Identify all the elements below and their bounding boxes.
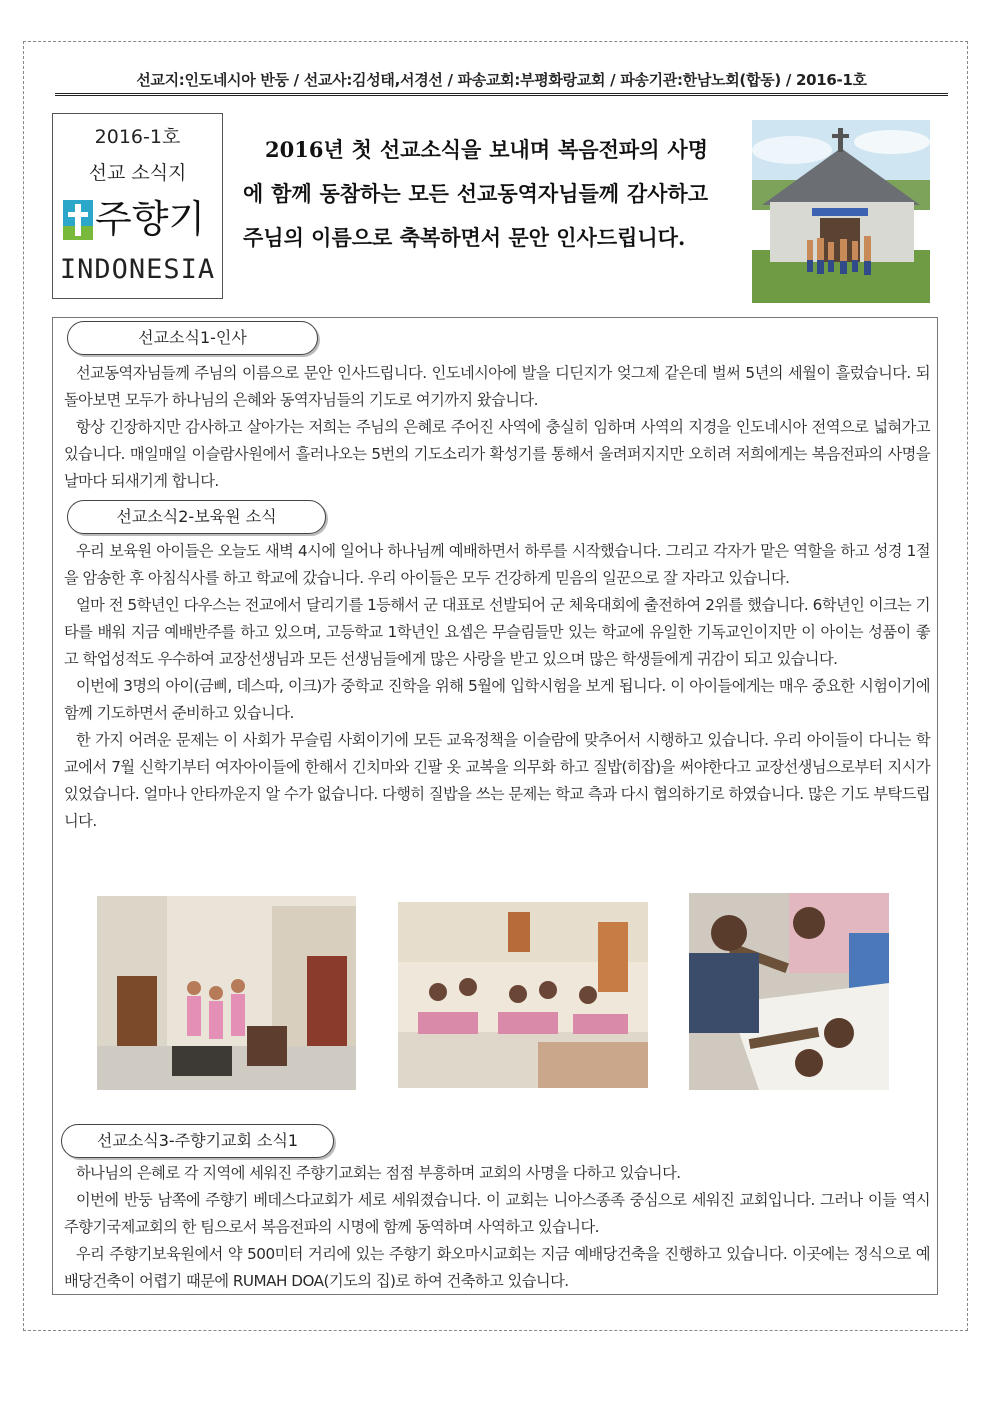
paragraph: 한 가지 어려운 문제는 이 사회가 무슬림 사회이기에 모든 교육정책을 이슬람에 맞추어서 시행하고 있습니다. 우리 아이들이 다니는 학교에서 7월 신학기부터 여자아이들에 한해서 긴치마와 긴팔 옷 교복을 의무화 하고 질밥(히잡)을 써야한다고 교장선생님으로부터 지시가 있었습니다. 얼마나 안타까운지 알 수가 없습니다. 다행히 질밥을 쓰는 문제는 학교 측과 다시 협의하기로 하였습니다. 많은 기도 부탁드립니다. <box>64 731 930 830</box>
newsletter-header: 선교지:인도네시아 반둥 / 선교사:김성태,서경선 / 파송교회:부평화랑교회 / 파송기관:한남노회(합동) / 2016-1호 <box>55 66 948 96</box>
paragraph: 우리 보육원 아이들은 오늘도 새벽 4시에 일어나 하나님께 예배하면서 하루를 시작했습니다. 그리고 각자가 맡은 역할을 하고 성경 1절을 암송한 후 아침식사를 하고 학교에 갔습니다. 우리 아이들은 모두 건강하게 믿음의 일꾼으로 잘 자라고 있습니다. <box>64 542 930 587</box>
orphanage-worship-photo <box>97 896 356 1090</box>
section-3-body <box>64 1160 930 1295</box>
paragraph: 선교동역자님들께 주님의 이름으로 문안 인사드립니다. 인도네시아에 발을 디딘지가 엊그제 같은데 벌써 5년의 세월이 흘렀습니다. 되돌아보면 모두가 하나님의 은혜와 동역자님들의 기도로 여기까지 왔습니다. <box>64 364 930 409</box>
issue-number: 2016-1호 <box>94 126 181 148</box>
country-label: INDONESIA <box>59 254 216 285</box>
church-photo <box>752 120 930 303</box>
paragraph: 이번에 반둥 남쪽에 주향기 베데스다교회가 세로 세워졌습니다. 이 교회는 니아스종족 중심으로 세워진 교회입니다. 그러나 이들 역시 주향기국제교회의 한 팀으로서 복음전파의 시명에 함께 동역하며 사역하고 있습니다. <box>64 1191 930 1236</box>
paragraph: 얼마 전 5학년인 다우스는 전교에서 달리기를 1등해서 군 대표로 선발되어 군 체육대회에 출전하여 2위를 했습니다. 6학년인 이크는 기타를 배워 지금 예배반주를 하고 있으며, 고등학교 1학년인 요셉은 무슬림들만 있는 학교에 유일한 기독교인이지만 이 아이는 성품이 좋고 학업성적도 우수하여 교장선생님과 모든 선생님들에게 많은 사랑을 받고 있으며 많은 학생들에게 귀감이 되고 있습니다. <box>64 596 930 668</box>
title-box <box>52 113 223 299</box>
paragraph: 항상 긴장하지만 감사하고 살아가는 저희는 주님의 은혜로 주어진 사역에 충실히 임하며 사역의 지경을 인도네시아 전역으로 넓혀가고 있습니다. 매일매일 이슬람사원에서 흘러나오는 5번의 기도소리가 확성기를 통해서 울려퍼지지만 오히려 저희에게는 복음전파의 사명을 날마다 되새기게 합니다. <box>64 418 930 490</box>
logo-text: 주향기 <box>95 197 206 241</box>
building-work-photo <box>689 893 889 1090</box>
section-2-body <box>64 538 930 835</box>
section-2-title: 선교소식2-보육원 소식 <box>67 500 326 534</box>
section-3-title: 선교소식3-주향기교회 소식1 <box>61 1124 334 1158</box>
section-1-title: 선교소식1-인사 <box>67 321 318 355</box>
paragraph: 우리 주향기보육원에서 약 500미터 거리에 있는 주향기 화오마시교회는 지금 예배당건축을 진행하고 있습니다. 이곳에는 정식으로 예배당건축이 어렵기 때문에 RUMAH DOA(기도의 집)로 하여 건축하고 있습니다. <box>64 1245 930 1290</box>
section-1-body <box>64 360 930 495</box>
intro-statement: 2016년 첫 선교소식을 보내며 복음전파의 사명에 함께 동참하는 모든 선교동역자님들께 감사하고 주님의 이름으로 축복하면서 문안 인사드립니다. <box>243 137 708 250</box>
paragraph: 이번에 3명의 아이(금삐, 데스따, 이크)가 중학교 진학을 위해 5월에 입학시험을 보게 됩니다. 이 아이들에게는 매우 중요한 시험이기에 함께 기도하면서 준비하고 있습니다. <box>64 677 930 722</box>
logo <box>53 194 222 246</box>
cross-logo-icon <box>63 200 93 240</box>
newsletter-subtitle: 선교 소식지 <box>88 162 187 184</box>
paragraph: 하나님의 은혜로 각 지역에 세워진 주향기교회는 점점 부흥하며 교회의 사명을 다하고 있습니다. <box>76 1164 681 1182</box>
classroom-photo <box>398 902 648 1088</box>
